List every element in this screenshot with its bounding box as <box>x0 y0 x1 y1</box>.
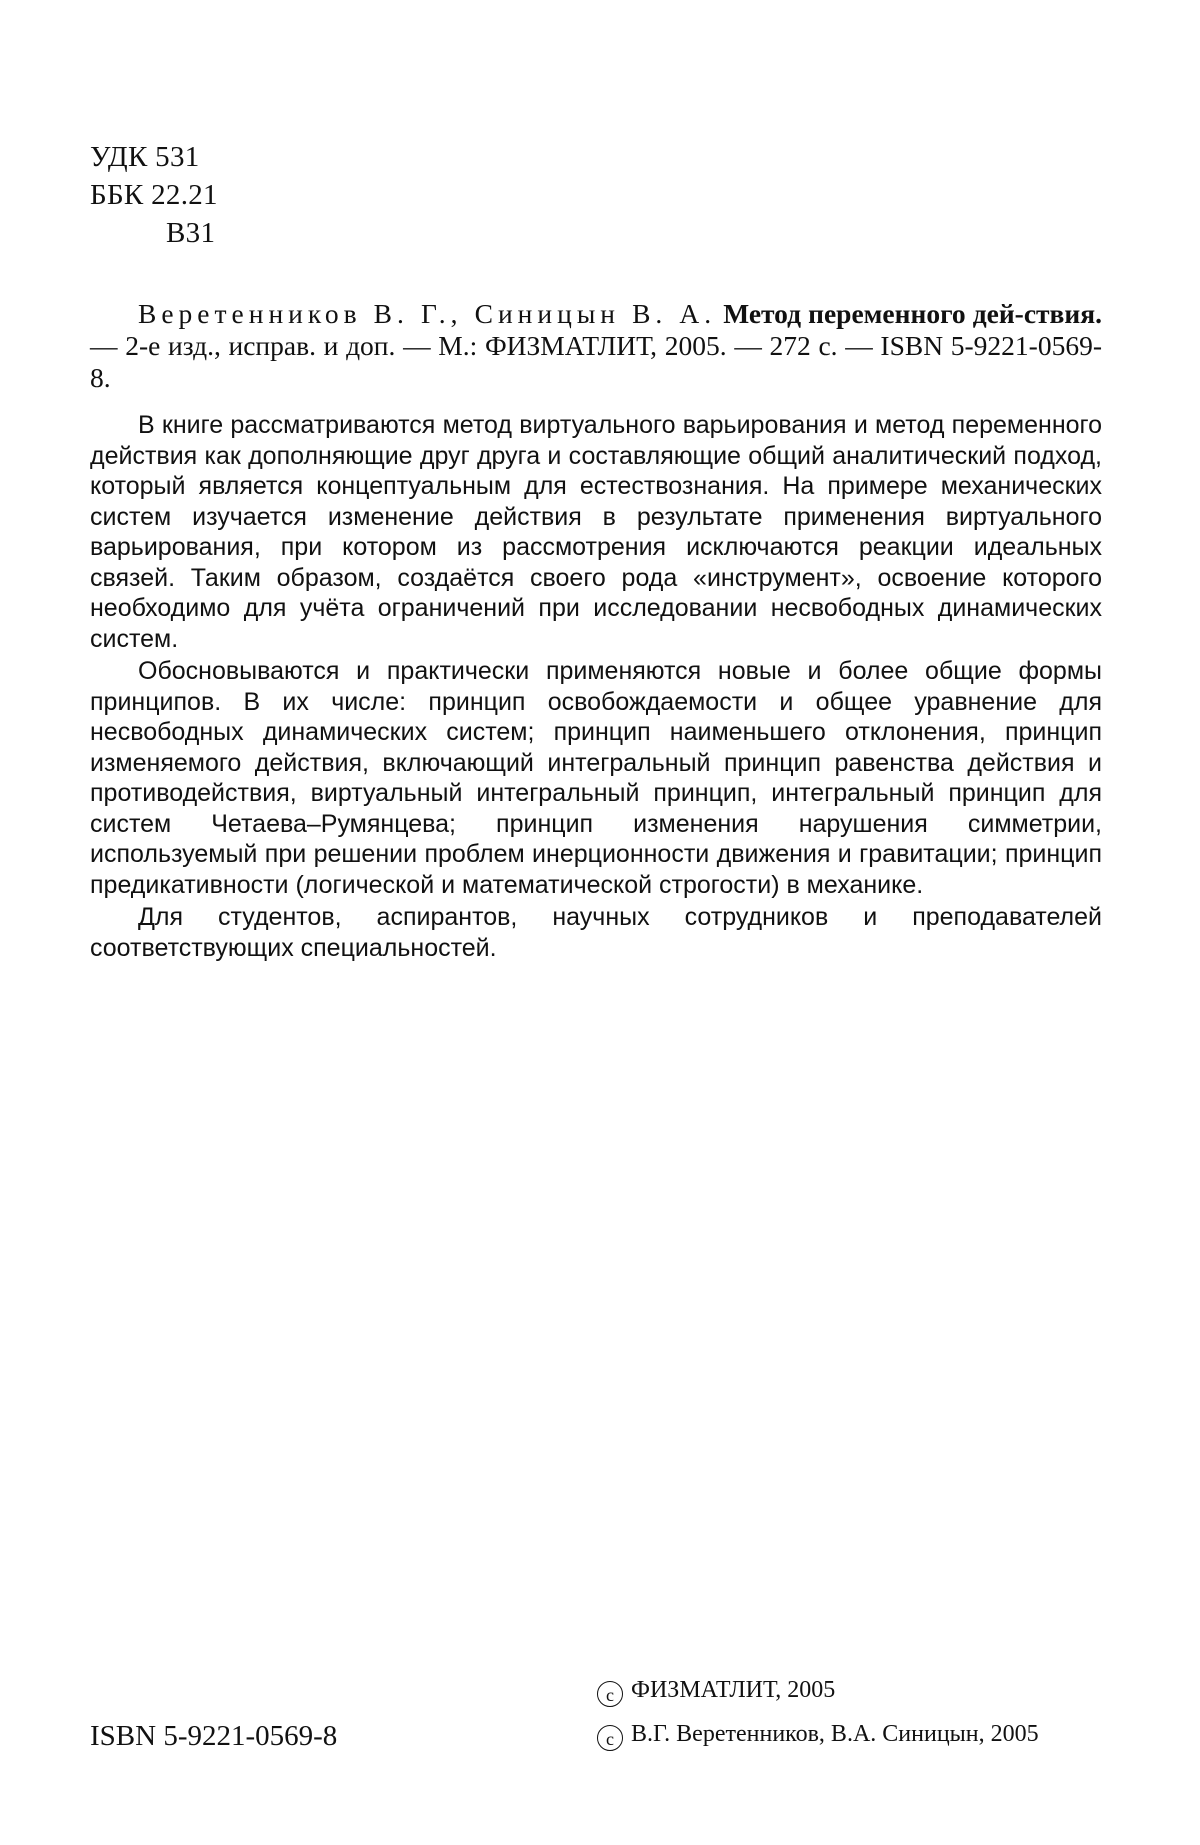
bbk-code: ББК 22.21 <box>90 179 218 211</box>
isbn-footer: ISBN 5-9221-0569-8 <box>90 1720 338 1752</box>
copyright-publisher <box>597 1668 1039 1712</box>
copyright-authors <box>597 1712 1039 1756</box>
classification-block <box>90 138 218 252</box>
copyright-authors-text: В.Г. Веретенников, В.А. Синицын, 2005 <box>631 1721 1039 1747</box>
author-sign-code: В31 <box>166 217 216 249</box>
biblio-authors: Веретенников В. Г., Синицын В. А. <box>138 298 717 329</box>
udk-code: УДК 531 <box>90 141 200 173</box>
copyright-icon: c <box>597 1725 623 1751</box>
biblio-title-part2: ствия. <box>1023 298 1102 329</box>
biblio-title-part1: Метод переменного дей- <box>723 298 1024 329</box>
abstract-paragraph: Обосновываются и практически применяются новые и более общие формы принципов. В их числе: принцип освобождаемости и общее уравнение для несвободных динамических систем; принцип наименьшего отклонения, принцип изменяемого действия, включающий интегральный принцип равенства действия и противодействия, виртуальный интегральный принцип, интегральный принцип для систем Четаева–Румянцева; принцип изменения нарушения симметрии, используемый при решении проблем инерционности движения и гравитации; принцип предикативности (логической и математической строгости) в механике. <box>90 657 1102 899</box>
bibliographic-entry <box>90 298 1102 394</box>
copyright-publisher-text: ФИЗМАТЛИТ, 2005 <box>631 1677 836 1703</box>
abstract-paragraph: Для студентов, аспирантов, научных сотрудников и преподавателей соответствующих специальностей. <box>90 903 1102 962</box>
copyright-icon: c <box>597 1681 623 1707</box>
abstract-paragraph: В книге рассматриваются метод виртуального варьирования и метод переменного действия как дополняющие друг друга и составляющие общий аналитический подход, который является концептуальным для естествознания. На примере механических систем изучается изменение действия в результате применения виртуального варьирования, при котором из рассмотрения исключаются реакции идеальных связей. Таким образом, создаётся своего рода «инструмент», освоение которого необходимо для учёта ограничений при исследовании несвободных динамических систем. <box>90 411 1102 653</box>
abstract <box>90 410 1102 965</box>
biblio-details: — 2-е изд., исправ. и доп. — М.: ФИЗМАТЛИТ, 2005. — 272 с. — ISBN 5-9221-0569-8. <box>90 330 1102 393</box>
copyright-block <box>597 1668 1039 1756</box>
